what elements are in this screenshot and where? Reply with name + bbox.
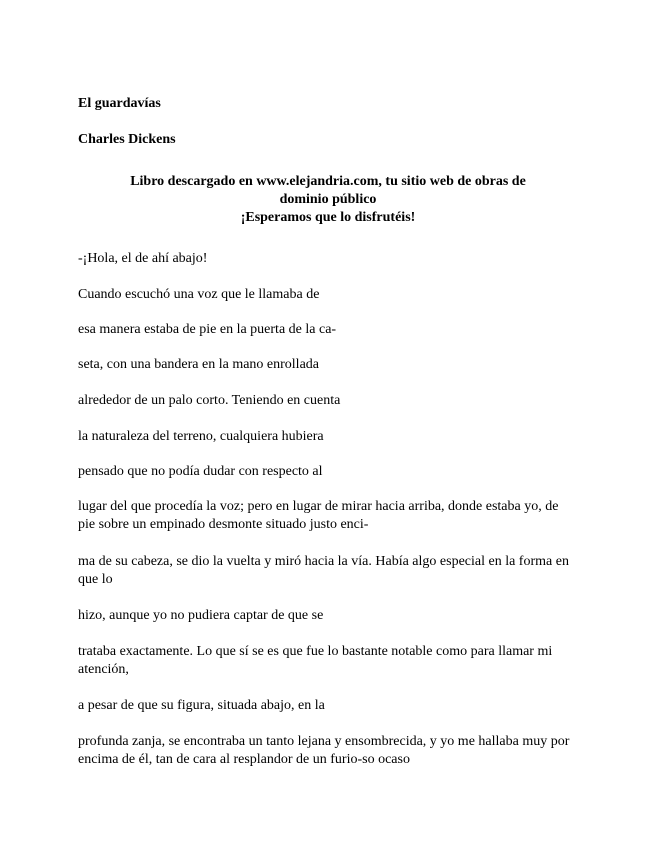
document-author: Charles Dickens bbox=[78, 132, 176, 147]
paragraph: profunda zanja, se encontraba un tanto lejana y ensombrecida, y yo me hallaba muy por encima de él, tan de cara al resplandor de un furio-so ocaso bbox=[78, 734, 570, 767]
download-notice-line-2: dominio público bbox=[279, 192, 377, 207]
paragraph: pensado que no podía dudar con respecto al bbox=[78, 464, 323, 479]
paragraph: a pesar de que su figura, situada abajo, en la bbox=[78, 698, 325, 713]
paragraph: Cuando escuchó una voz que le llamaba de bbox=[78, 287, 320, 302]
download-notice-line-3: ¡Esperamos que lo disfrutéis! bbox=[240, 210, 416, 225]
paragraph: alrededor de un palo corto. Teniendo en cuenta bbox=[78, 393, 341, 408]
download-notice bbox=[78, 173, 578, 227]
paragraph: la naturaleza del terreno, cualquiera hubiera bbox=[78, 429, 324, 444]
paragraph: hizo, aunque yo no pudiera captar de que se bbox=[78, 608, 324, 623]
paragraph: ma de su cabeza, se dio la vuelta y miró hacia la vía. Había algo especial en la forma en que lo bbox=[78, 554, 569, 587]
paragraph: lugar del que procedía la voz; pero en lugar de mirar hacia arriba, donde estaba yo, de pie sobre un empinado desmonte situado justo enci- bbox=[78, 499, 559, 532]
paragraph: trataba exactamente. Lo que sí se es que fue lo bastante notable como para llamar mi atención, bbox=[78, 644, 553, 677]
document-title: El guardavías bbox=[78, 96, 161, 111]
paragraph: -¡Hola, el de ahí abajo! bbox=[78, 251, 208, 266]
paragraph: esa manera estaba de pie en la puerta de la ca- bbox=[78, 322, 337, 337]
paragraph: seta, con una bandera en la mano enrollada bbox=[78, 357, 320, 372]
download-notice-line-1: Libro descargado en www.elejandria.com, tu sitio web de obras de bbox=[130, 174, 526, 189]
